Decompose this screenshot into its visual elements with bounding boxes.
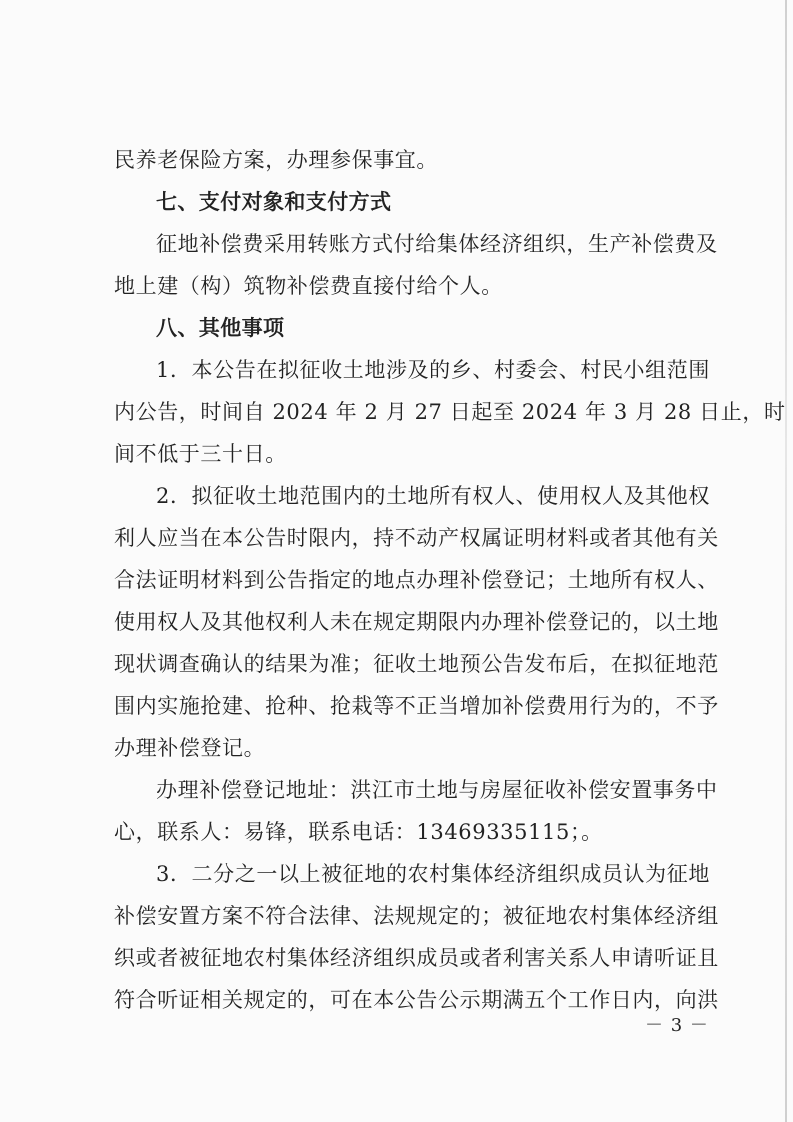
paragraph-line: 办理补偿登记地址：洪江市土地与房屋征收补偿安置事务中 xyxy=(156,778,718,802)
paragraph-line: 内公告，时间自 2024 年 2 月 27 日起至 2024 年 3 月 28 日止，时 xyxy=(114,400,786,424)
page-number: － 3 － xyxy=(645,1015,709,1036)
paragraph-line: 符合听证相关规定的，可在本公告公示期满五个工作日内，向洪 xyxy=(114,988,719,1012)
section-heading-8: 八、其他事项 xyxy=(156,316,285,340)
paragraph-line: 补偿安置方案不符合法律、法规规定的；被征地农村集体经济组 xyxy=(114,904,719,928)
paragraph-line: 合法证明材料到公告指定的地点办理补偿登记；土地所有权人、 xyxy=(114,568,719,592)
paragraph-line: 围内实施抢建、抢种、抢栽等不正当增加补偿费用行为的，不予 xyxy=(114,694,719,718)
paragraph-line: 使用权人及其他权利人未在规定期限内办理补偿登记的，以土地 xyxy=(114,610,719,634)
paragraph-line: 地上建（构）筑物补偿费直接付给个人。 xyxy=(114,274,503,298)
paragraph-line: 3．二分之一以上被征地的农村集体经济组织成员认为征地 xyxy=(156,862,710,886)
paragraph-line: 间不低于三十日。 xyxy=(114,442,287,466)
paragraph-line: 2．拟征收土地范围内的土地所有权人、使用权人及其他权 xyxy=(156,484,710,508)
paragraph-line: 心，联系人：易锋，联系电话：13469335115；。 xyxy=(114,820,603,844)
paragraph-line: 利人应当在本公告时限内，持不动产权属证明材料或者其他有关 xyxy=(114,526,719,550)
paragraph-line: 办理补偿登记。 xyxy=(114,736,266,760)
paragraph-line: 民养老保险方案，办理参保事宜。 xyxy=(114,148,438,172)
paragraph-line: 现状调查确认的结果为准；征收土地预公告发布后，在拟征地范 xyxy=(114,652,719,676)
paragraph-line: 征地补偿费采用转账方式付给集体经济组织，生产补偿费及 xyxy=(156,232,718,256)
paragraph-line: 织或者被征地农村集体经济组织成员或者利害关系人申请听证且 xyxy=(114,946,719,970)
scan-edge xyxy=(785,0,787,1122)
paragraph-line: 1．本公告在拟征收土地涉及的乡、村委会、村民小组范围 xyxy=(156,358,710,382)
section-heading-7: 七、支付对象和支付方式 xyxy=(156,190,392,214)
